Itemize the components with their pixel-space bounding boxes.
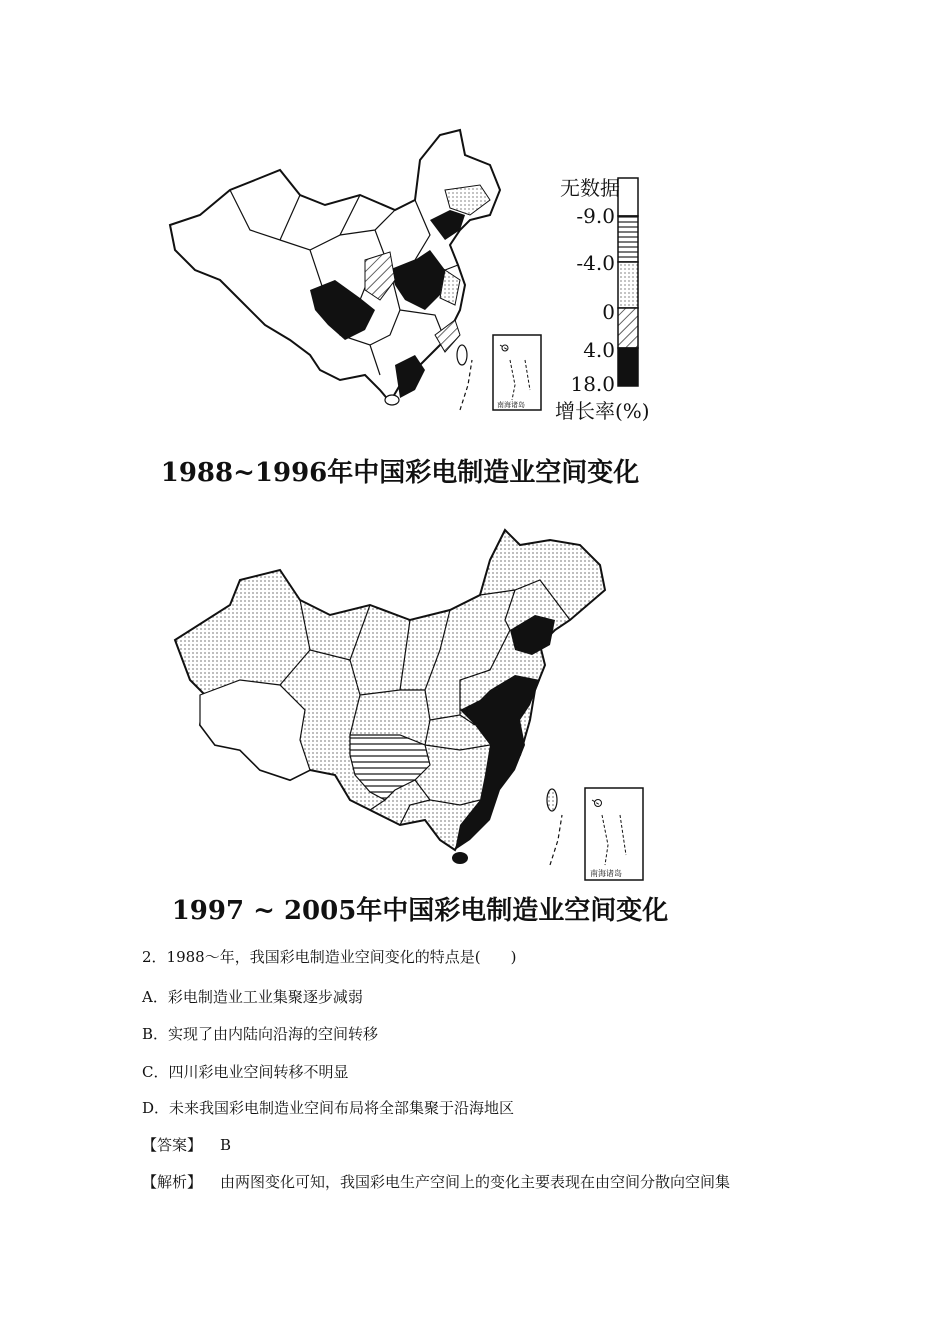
map-2-svg: [160, 520, 680, 890]
legend-top-label: 无数据: [560, 176, 620, 200]
map-1-caption: 1988~1996年中国彩电制造业空间变化: [160, 458, 640, 488]
legend-label-3: 0: [602, 300, 615, 324]
china-outline: [170, 130, 500, 402]
analysis-text: 由两图变化可知，我国彩电生产空间上的变化主要表现在由空间分散向空间集: [220, 1173, 731, 1191]
answer-row: [142, 1134, 231, 1155]
option-a: A．彩电制造业工业集聚逐步减弱: [142, 988, 363, 1006]
legend-label-4: 4.0: [583, 338, 615, 362]
analysis-tag: 【解析】: [142, 1173, 203, 1191]
question-stem: 2．1988～年，我国彩电制造业空间变化的特点是( ): [142, 948, 517, 966]
map-1988-1996: [160, 120, 680, 430]
legend-label-5: 18.0: [570, 372, 615, 396]
option-c: C．四川彩电业空间转移不明显: [142, 1063, 349, 1081]
answer-value: B: [220, 1136, 232, 1154]
option-b: B．实现了由内陆向沿海的空间转移: [142, 1025, 379, 1043]
answer-tag: 【答案】: [142, 1136, 203, 1154]
map-2-caption: 1997 ~ 2005年中国彩电制造业空间变化: [171, 896, 669, 926]
inset-box-2: [585, 788, 643, 880]
analysis-row: [142, 1171, 730, 1192]
option-d: D．未来我国彩电制造业空间布局将全部集聚于沿海地区: [142, 1099, 515, 1117]
legend-title: 增长率(%): [555, 399, 650, 423]
legend-label-2: -4.0: [576, 251, 615, 275]
inset-label-2: 南海诸岛: [590, 869, 622, 878]
map-1997-2005: [160, 520, 680, 890]
inset-box: [493, 335, 541, 410]
legend-bar: [618, 178, 638, 386]
legend-label-1: -9.0: [576, 204, 615, 228]
inset-label: 南海诸岛: [497, 401, 525, 409]
